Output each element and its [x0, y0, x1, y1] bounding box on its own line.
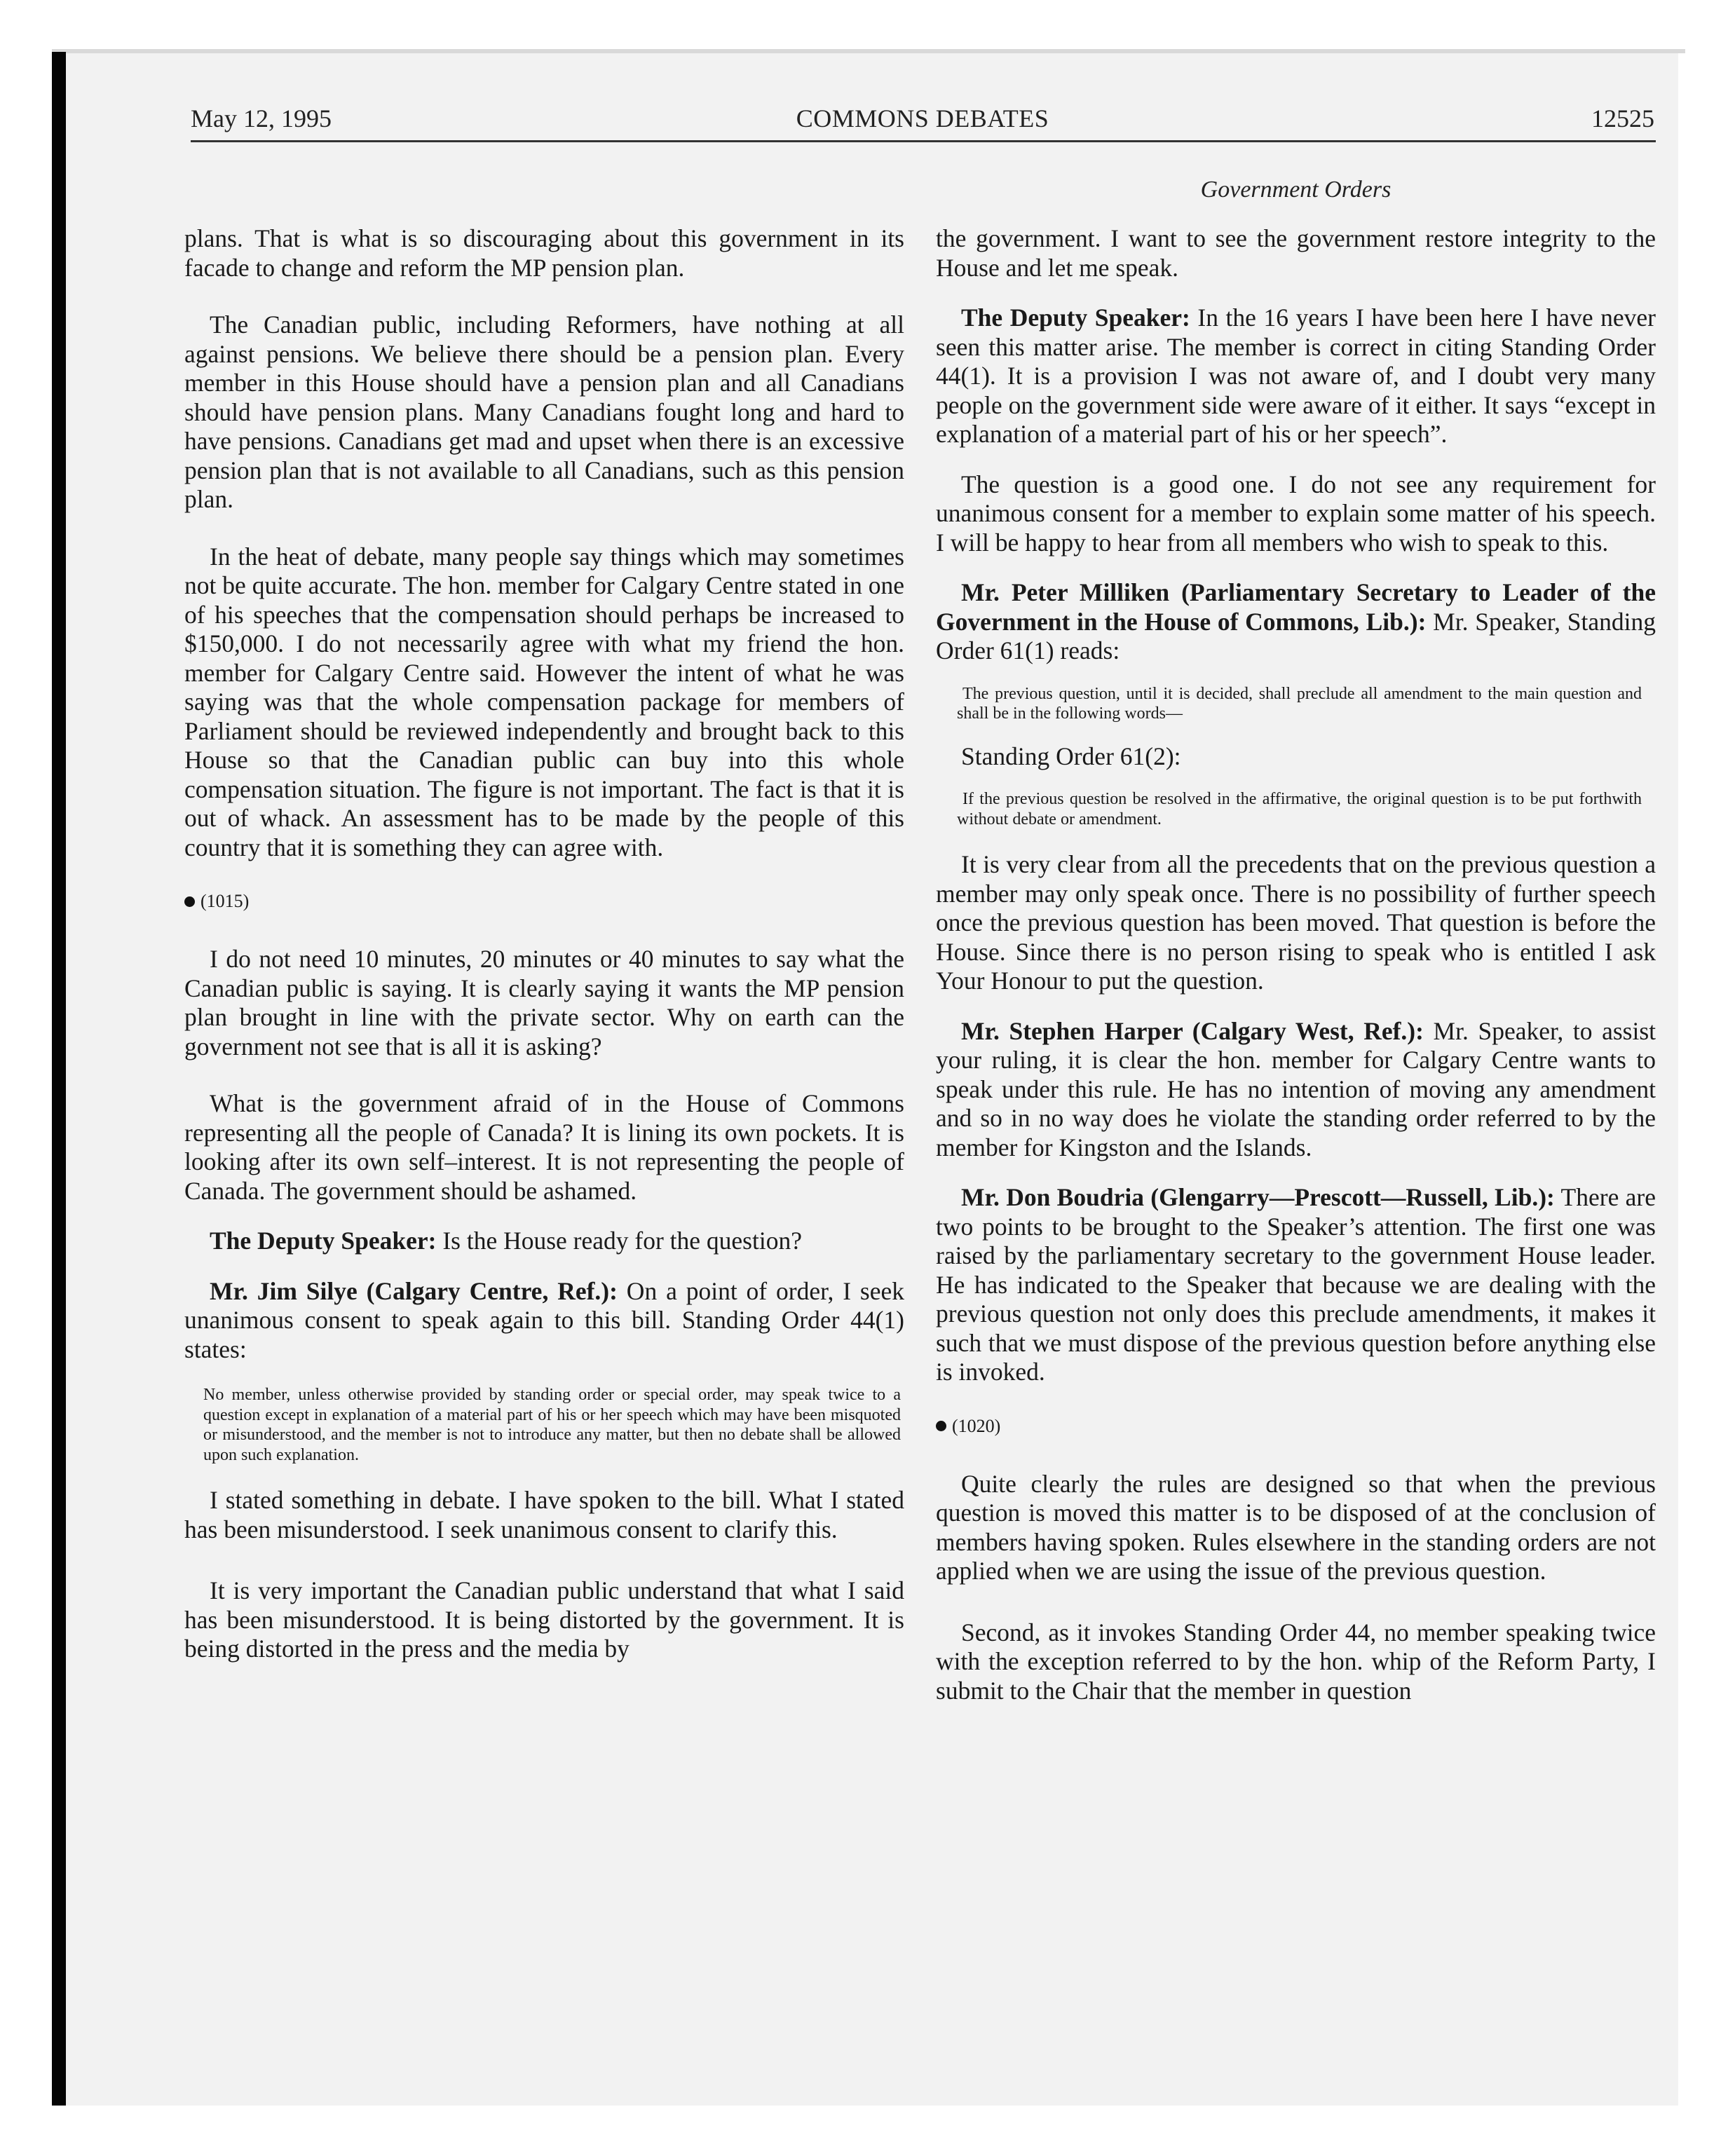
block-quote: The previous question, until it is decided, shall preclude all amendment to the main question and shall be in the following words— [957, 684, 1642, 723]
block-quote: No member, unless otherwise provided by standing order or special order, may speak twice to a question except in explanation of a material part of his or her speech which may have been misquoted or misunderstood, and the member is not to introduce any matter, but then no debate shall be allowed upon such explanation. [203, 1386, 901, 1464]
right-column [936, 224, 1656, 1705]
speaker-paragraph [936, 1183, 1656, 1387]
paragraph: I stated something in debate. I have spoken to the bill. What I stated has been misunderstood. I seek unanimous consent to clarify this. [184, 1486, 904, 1543]
paragraph: Second, as it invokes Standing Order 44, no member speaking twice with the exception referred to by the hon. whip of the Reform Party, I submit to the Chair that the member in question [936, 1618, 1656, 1705]
speaker-text: On a point of order, I seek unanimous consent to speak again to this bill. Standing Order 44(1) states: [184, 1276, 904, 1363]
scan-edge-left [52, 52, 66, 2106]
speaker-name: Mr. Jim Silye (Calgary Centre, Ref.): [210, 1276, 618, 1305]
paragraph: plans. That is what is so discouraging about this government in its facade to change and reform the MP pension plan. [184, 224, 904, 282]
paragraph: The Canadian public, including Reformers, have nothing at all against pensions. We believe there should be a pension plan. Every member in this House should have a pension plan and all Canadians should have pension plans. Many Canadians fought long and hard to have pensions. Canadians get mad and upset when there is an excessive pension plan that is not available to all Canadians, such as this pension plan. [184, 311, 904, 513]
timestamp-text: (1015) [200, 891, 250, 911]
left-column [184, 224, 904, 1664]
speaker-text: In the 16 years I have been here I have never seen this matter arise. The member is correct in citing Standing Order 44(1). It is a provision I was not aware of, and I doubt very many people on the government side were aware of it either. It says “except in explanation of a material part of his or her speech”. [936, 303, 1656, 448]
paragraph: In the heat of debate, many people say things which may sometimes not be quite accurate. The hon. member for Calgary Centre stated in one of his speeches that the compensation should perhaps be increased to $150,000. I do not necessarily agree with what my friend the hon. member for Calgary Centre said. However the intent of what he was saying was that the whole compensation package for members of Parliament should be reviewed independently and brought back to this House so that the Canadian public can buy into this whole compensation situation. The figure is not important. The fact is that it is out of whack. An assessment has to be made by the people of this country that it is something they can agree with. [184, 542, 904, 861]
speaker-name: The Deputy Speaker: [961, 303, 1190, 332]
paragraph: I do not need 10 minutes, 20 minutes or 40 minutes to say what the Canadian public is saying. It is clearly saying it wants the MP pension plan brought in line with the private sector. Why on earth can the government not see that is all it is asking? [184, 945, 904, 1060]
timestamp-marker [936, 1415, 1656, 1438]
paragraph: Quite clearly the rules are designed so that when the previous question is moved this matter is to be disposed of at the conclusion of members having spoken. Rules elsewhere in the standing orders are not applied when we are using the issue of the previous question. [936, 1469, 1656, 1585]
speaker-paragraph [936, 578, 1656, 666]
header-date: May 12, 1995 [191, 104, 332, 132]
timestamp-text: (1020) [952, 1415, 1001, 1436]
paragraph: It is very clear from all the precedents that on the previous question a member may only speak once. There is no possibility of further speech once the previous question has been moved. That question is before the House. Since there is no person rising to speak who is entitled I ask Your Honour to put the question. [936, 850, 1656, 995]
paragraph: The question is a good one. I do not see any requirement for unanimous consent for a member to explain some matter of his speech. I will be happy to hear from all members who wish to speak to this. [936, 470, 1656, 557]
speaker-paragraph [184, 1277, 904, 1365]
header-page-number: 12525 [1591, 104, 1654, 132]
speaker-text: Mr. Speaker, Standing Order 61(1) reads: [936, 607, 1656, 664]
paragraph: Standing Order 61(2): [961, 742, 1181, 770]
section-title: Government Orders [1200, 177, 1392, 203]
page-header [191, 104, 1654, 137]
speaker-text: Mr. Speaker, to assist your ruling, it is clear the hon. member for Calgary Centre wants to speak under this rule. He has no intention of moving any amendment and so in no way does he violate the standing order referred to by the member for Kingston and the Islands. [936, 1016, 1656, 1161]
speaker-paragraph [936, 303, 1656, 449]
paragraph: What is the government afraid of in the House of Commons representing all the people of Canada? It is lining its own pockets. It is looking after its own self–interest. It is not representing the people of Canada. The government should be ashamed. [184, 1089, 904, 1205]
speaker-name: Mr. Stephen Harper (Calgary West, Ref.): [961, 1016, 1424, 1045]
bullet-icon [184, 896, 195, 907]
header-rule [191, 140, 1656, 142]
speaker-paragraph [936, 1017, 1656, 1163]
speaker-text: There are two points to be brought to the Speaker’s attention. The first one was raised by the parliamentary secretary to the government House leader. He has indicated to the Speaker that because we are dealing with the previous question not only does this preclude amendments, it makes it such that we must dispose of the previous question before anything else is invoked. [936, 1183, 1656, 1386]
speaker-name: The Deputy Speaker: [210, 1227, 437, 1255]
paragraph: the government. I want to see the government restore integrity to the House and let me speak. [936, 224, 1656, 282]
speaker-name: Mr. Peter Milliken (Parliamentary Secretary to Leader of the Government in the House of Commons, Lib.): [936, 578, 1656, 636]
speaker-paragraph [184, 1227, 904, 1256]
bullet-icon [936, 1421, 946, 1431]
paragraph: It is very important the Canadian public understand that what I said has been misunderstood. It is being distorted by the government. It is being distorted in the press and the media by [184, 1576, 904, 1663]
speaker-text: Is the House ready for the question? [436, 1227, 802, 1255]
timestamp-marker [184, 890, 904, 913]
block-quote: If the previous question be resolved in the affirmative, the original question is to be put forthwith without debate or amendment. [957, 790, 1642, 828]
speaker-name: Mr. Don Boudria (Glengarry—Prescott—Russell, Lib.): [961, 1183, 1555, 1211]
header-publication: COMMONS DEBATES [796, 104, 1049, 132]
